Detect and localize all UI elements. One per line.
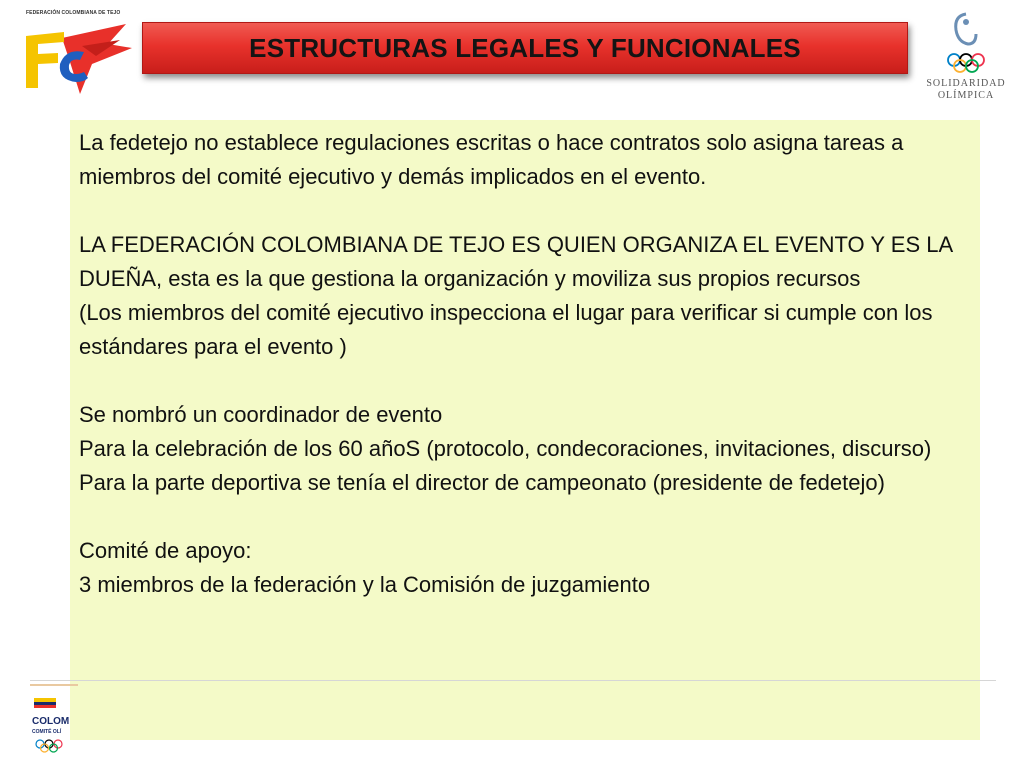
coc-emblem-icon xyxy=(30,696,78,716)
footer-divider xyxy=(30,680,996,681)
paragraph-coordinator: Se nombró un coordinador de evento xyxy=(79,402,443,427)
footer-stripe xyxy=(30,684,78,686)
solidaridad-olimpica-logo xyxy=(916,10,1016,105)
spacer xyxy=(79,364,972,398)
coc-rings-icon xyxy=(30,738,78,756)
coc-label: COLOM xyxy=(32,716,70,727)
paragraph-intro: La fedetejo no establece regulaciones escritas o hace contratos solo asigna tareas a miembros del comité ejecutivo y demás implicados en el evento. xyxy=(79,130,904,189)
paragraph-inspection: (Los miembros del comité ejecutivo inspecciona el lugar para verificar si cumple con los estándares para el evento ) xyxy=(79,300,933,359)
content-box xyxy=(70,120,980,740)
coc-sublabel: COMITÉ OLÍ xyxy=(32,729,62,735)
solidaridad-label: SOLIDARIDAD xyxy=(926,78,1006,89)
comite-olimpico-logo xyxy=(30,696,78,756)
spacer xyxy=(79,194,972,228)
fcdt-logo-caption: FEDERACIÓN COLOMBIANA DE TEJO xyxy=(26,10,121,16)
fcdt-logo-icon xyxy=(22,18,134,94)
fcdt-logo xyxy=(22,8,132,92)
paragraph-support-members: 3 miembros de la federación y la Comisión de juzgamiento xyxy=(79,572,651,597)
olympic-rings-icon xyxy=(916,10,1016,76)
paragraph-sports-director: Para la parte deportiva se tenía el director de campeonato (presidente de fedetejo) xyxy=(79,470,885,495)
paragraph-support-committee: Comité de apoyo: xyxy=(79,538,252,563)
page-title: ESTRUCTURAS LEGALES Y FUNCIONALES xyxy=(249,32,801,63)
olimpica-label: OLÍMPICA xyxy=(937,90,995,101)
paragraph-organizer: LA FEDERACIÓN COLOMBIANA DE TEJO ES QUIEN ORGANIZA EL EVENTO Y ES LA DUEÑA, esta es la que gestiona la organización y moviliza sus propios recursos xyxy=(79,232,952,291)
title-banner xyxy=(142,22,908,74)
spacer xyxy=(79,500,972,534)
paragraph-celebration: Para la celebración de los 60 añoS (protocolo, condecoraciones, invitaciones, discurso) xyxy=(79,436,932,461)
